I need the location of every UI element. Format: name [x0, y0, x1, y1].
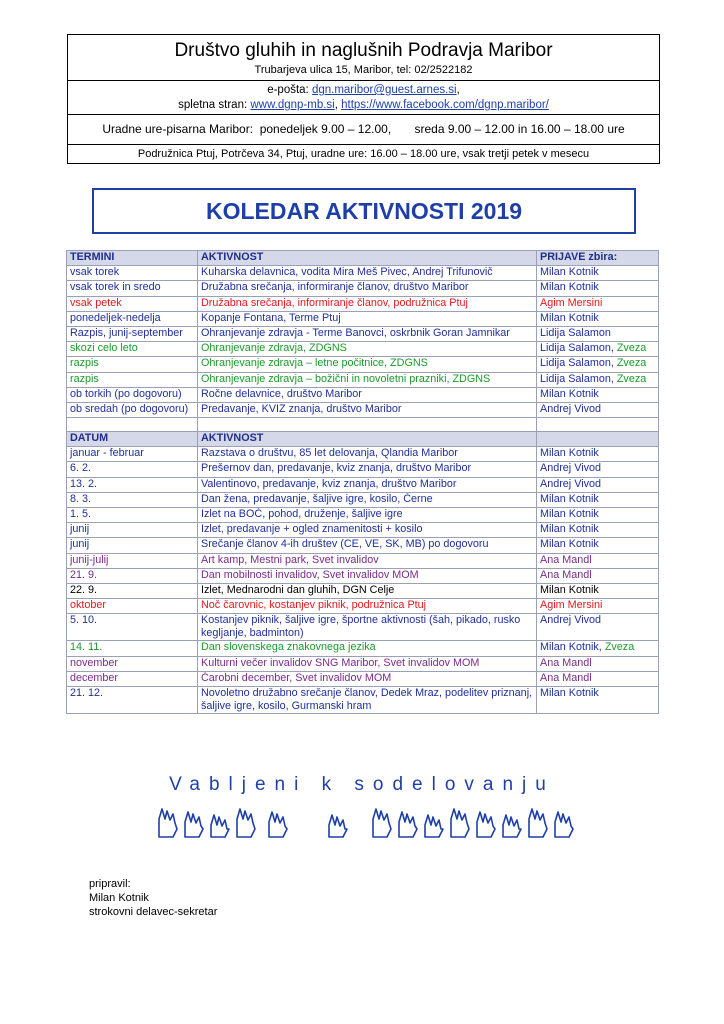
web-line [68, 98, 659, 113]
web-label: spletna stran: [178, 99, 251, 111]
cell-contact [537, 538, 659, 553]
header-cell-term [67, 432, 198, 447]
cell-term [67, 311, 198, 326]
cell-term-text: Razpis, junij-september [70, 326, 183, 339]
cell-activity [198, 492, 537, 507]
cell-activity-text: Predavanje, KVIZ znanja, društvo Maribor [201, 402, 402, 415]
cell-date [67, 477, 198, 492]
cell-activity-text: Dan slovenskega znakovnega jezika [201, 641, 376, 654]
cell-term-text: razpis [70, 372, 99, 385]
cell-activity [198, 671, 537, 686]
facebook-link[interactable]: https://www.facebook.com/dgnp.maribor/ [341, 99, 549, 111]
cell-activity-text: Dan žena, predavanje, šaljive igre, kosilo, Černe [201, 492, 433, 505]
hand-sign-shape [555, 812, 573, 837]
cell-activity-text: Art kamp, Mestni park, Svet invalidov [201, 553, 379, 566]
table-row [67, 553, 659, 568]
footer [89, 877, 217, 919]
cell-activity-text: Prešernov dan, predavanje, kviz znanja, društvo Maribor [201, 462, 472, 475]
spacer-cell [198, 418, 537, 432]
cell-contact-text: Ana Mandl [540, 568, 592, 581]
hand-sign-shape [373, 809, 391, 837]
cell-term-text: ponedeljek-nedelja [70, 311, 161, 324]
cell-activity-text: Kopanje Fontana, Terme Ptuj [201, 311, 341, 324]
cell-date [67, 447, 198, 462]
cell-activity-text: Dan mobilnosti invalidov, Svet invalidov MOM [201, 568, 419, 581]
email-suffix: , [456, 84, 460, 96]
cell-date-text: 22. 9. [70, 583, 98, 596]
table-header-row [67, 251, 659, 266]
cell-contact [537, 553, 659, 568]
cell-contact-text: Andrej Vivod [540, 462, 602, 475]
cell-contact-text: Milan Kotnik [540, 523, 599, 536]
zveza-label: Zveza [616, 357, 647, 370]
cell-contact-text: Milan Kotnik [540, 447, 599, 460]
cell-activity [198, 326, 537, 341]
header-title-block [68, 35, 659, 80]
cell-date [67, 583, 198, 598]
cell-date [67, 553, 198, 568]
cell-activity [198, 402, 537, 417]
cell-term-text: vsak petek [70, 296, 122, 309]
cell-term-text: vsak torek in sredo [70, 281, 161, 294]
table-row [67, 656, 659, 671]
cell-contact [537, 281, 659, 296]
cell-term-text: ob torkih (po dogovoru) [70, 387, 182, 400]
cell-contact [537, 447, 659, 462]
cell-contact-text: Milan Kotnik [540, 508, 599, 520]
cell-date [67, 641, 198, 656]
cell-date-text: oktober [70, 599, 107, 612]
cell-contact-text: Lidija Salamon [540, 326, 611, 339]
cell-activity [198, 296, 537, 311]
table-row [67, 402, 659, 417]
website-link[interactable]: www.dgnp-mb.si [250, 99, 335, 111]
table-row [67, 462, 659, 477]
cell-date [67, 523, 198, 538]
cell-activity [198, 553, 537, 568]
table-row [67, 447, 659, 462]
cell-activity [198, 387, 537, 402]
cell-contact [537, 656, 659, 671]
header-cell-activity-text: AKTIVNOST [201, 432, 264, 445]
cell-activity [198, 357, 537, 372]
cell-date-text: 21. 9. [70, 568, 98, 581]
cell-term [67, 281, 198, 296]
table-row [67, 281, 659, 296]
cell-date-text: november [70, 656, 119, 669]
table-row [67, 641, 659, 656]
table-row [67, 523, 659, 538]
cell-date [67, 538, 198, 553]
table-row [67, 614, 659, 641]
cell-date-text: 8. 3. [70, 492, 92, 505]
cell-date-text: junij [70, 523, 90, 536]
cell-contact-text: Andrej Vivod [540, 402, 602, 415]
header-cell-term-text: TERMINI [70, 251, 115, 263]
cell-contact [537, 462, 659, 477]
cell-activity-text: Kostanjev piknik, šaljive igre, športne aktivnosti (šah, pikado, rusko kegljanje, badminton) [201, 614, 521, 640]
header-cell-activity [198, 251, 537, 266]
hand-sign-shape [399, 812, 417, 837]
slogan: Vabljeni k sodelovanju [169, 774, 555, 795]
cell-activity-text: Družabna srečanja, informiranje članov, podružnica Ptuj [201, 296, 468, 309]
cell-date [67, 568, 198, 583]
cell-term [67, 342, 198, 357]
cell-contact [537, 641, 659, 656]
cell-contact [537, 568, 659, 583]
cell-contact [537, 357, 659, 372]
cell-contact-text: Milan Kotnik [540, 266, 599, 279]
cell-date [67, 686, 198, 713]
table-row [67, 326, 659, 341]
web-separator: , [334, 99, 342, 111]
cell-activity-text: Izlet, Mednarodni dan gluhih, DGN Celje [201, 583, 395, 596]
cell-activity-text: Čarobni december, Svet invalidov MOM [201, 671, 392, 684]
hand-sign-shape [211, 815, 229, 837]
cell-contact [537, 599, 659, 614]
cell-contact [537, 372, 659, 387]
contact-block [68, 80, 659, 114]
cell-contact [537, 296, 659, 311]
cell-activity [198, 641, 537, 656]
cell-activity [198, 656, 537, 671]
hand-sign-shape [529, 809, 547, 837]
prepared-by-label: pripravil: [89, 878, 131, 890]
cell-contact-text: Milan Kotnik [540, 686, 599, 699]
cell-activity-text: Izlet na BOČ, pohod, druženje, šaljive igre [201, 508, 403, 520]
cell-activity [198, 599, 537, 614]
cell-term [67, 402, 198, 417]
sign-language-hands-icon [155, 803, 575, 843]
cell-activity [198, 281, 537, 296]
cell-date-text: 6. 2. [70, 462, 92, 475]
activities-table-body [67, 251, 659, 714]
cell-activity-text: Valentinovo, predavanje, kviz znanja, društvo Maribor [201, 477, 457, 490]
cell-activity [198, 523, 537, 538]
cell-activity-text: Srečanje članov 4-ih društev (CE, VE, SK, MB) po dogovoru [201, 538, 489, 551]
cell-date [67, 599, 198, 614]
cell-activity [198, 477, 537, 492]
cell-activity [198, 583, 537, 598]
cell-term [67, 357, 198, 372]
cell-contact-text: Milan Kotnik [540, 311, 599, 324]
hand-sign-shape [477, 812, 495, 837]
cell-activity-text: Družabna srečanja, informiranje članov, društvo Maribor [201, 281, 469, 294]
cell-activity-text: Kuharska delavnica, vodita Mira Meš Pivec, Andrej Trifunovič [201, 266, 493, 279]
cell-activity-text: Noč čarovnic, kostanjev piknik, podružnica Ptuj [201, 599, 427, 612]
cell-date-text: 14. 11. [70, 641, 103, 654]
cell-contact [537, 342, 659, 357]
cell-contact-text: Milan Kotnik, [540, 641, 605, 654]
cell-activity-text: Ohranjevanje zdravja – letne počitnice, ZDGNS [201, 357, 428, 370]
table-row [67, 387, 659, 402]
hand-sign-shape [503, 815, 521, 837]
cell-contact-text: Milan Kotnik [540, 387, 599, 400]
cell-contact-text: Ana Mandl [540, 671, 592, 684]
calendar-title-box [92, 188, 636, 234]
cell-contact [537, 492, 659, 507]
cell-date [67, 462, 198, 477]
cell-term [67, 387, 198, 402]
header-cell-contact [537, 251, 659, 266]
branch-info: Podružnica Ptuj, Potrčeva 34, Ptuj, uradne ure: 16.00 – 18.00 ure, vsak tretji petek v mesecu [68, 144, 659, 163]
cell-activity [198, 266, 537, 281]
cell-activity [198, 686, 537, 713]
cell-date-text: 1. 5. [70, 508, 92, 520]
cell-activity [198, 447, 537, 462]
table-row [67, 538, 659, 553]
cell-contact-text: Ana Mandl [540, 553, 592, 566]
table-row [67, 686, 659, 713]
header-cell-contact [537, 432, 659, 447]
cell-contact-text: Andrej Vivod [540, 477, 602, 490]
hand-sign-shape [185, 812, 203, 837]
cell-activity-text: Ročne delavnice, društvo Maribor [201, 387, 362, 400]
activities-table [66, 250, 659, 714]
cell-activity [198, 568, 537, 583]
header-cell-term-text: DATUM [70, 432, 109, 445]
cell-activity [198, 462, 537, 477]
cell-contact [537, 266, 659, 281]
hand-sign-shape [451, 809, 469, 837]
cell-term [67, 296, 198, 311]
cell-contact [537, 671, 659, 686]
cell-date [67, 492, 198, 507]
cell-contact-text: Milan Kotnik [540, 538, 599, 551]
cell-contact-text: Lidija Salamon, [540, 357, 617, 370]
cell-contact-text: Milan Kotnik [540, 281, 599, 294]
table-row [67, 599, 659, 614]
table-row [67, 583, 659, 598]
cell-activity [198, 538, 537, 553]
cell-date-text: januar - februar [70, 447, 144, 460]
cell-contact [537, 686, 659, 713]
header-cell-activity-text: AKTIVNOST [201, 251, 264, 263]
organization-header [67, 34, 660, 164]
calendar-title: KOLEDAR AKTIVNOSTI 2019 [205, 198, 523, 224]
cell-date-text: junij [70, 538, 90, 551]
table-row [67, 372, 659, 387]
spacer-cell [537, 418, 659, 432]
email-link[interactable]: dgn.maribor@guest.arnes.si [311, 84, 457, 96]
cell-date [67, 671, 198, 686]
table-spacer-row [67, 418, 659, 432]
table-row [67, 568, 659, 583]
cell-term [67, 266, 198, 281]
cell-contact [537, 583, 659, 598]
cell-activity-text: Novoletno družabno srečanje članov, Dedek Mraz, podelitev priznanj, šaljive igre, kosilo, Gurmanski hram [201, 686, 533, 712]
hand-sign-shape [329, 815, 347, 837]
cell-contact-text: Agim Mersini [540, 599, 603, 612]
table-header-row [67, 432, 659, 447]
table-row [67, 357, 659, 372]
header-cell-contact-text: PRIJAVE zbira: [540, 251, 618, 263]
cell-contact-text: Andrej Vivod [540, 614, 602, 627]
table-row [67, 477, 659, 492]
table-row [67, 296, 659, 311]
cell-term [67, 326, 198, 341]
hand-sign-shape [159, 809, 177, 837]
cell-contact-text: Milan Kotnik [540, 492, 599, 505]
cell-date [67, 614, 198, 641]
table-row [67, 342, 659, 357]
author-role: strokovni delavec-sekretar [89, 906, 218, 918]
spacer-cell [67, 418, 198, 432]
cell-activity-text: Kulturni večer invalidov SNG Maribor, Svet invalidov MOM [201, 656, 480, 669]
cell-contact-text: Lidija Salamon, [540, 372, 617, 385]
cell-contact [537, 477, 659, 492]
cell-term-text: vsak torek [70, 266, 120, 279]
cell-contact-text: Milan Kotnik [540, 583, 599, 596]
cell-activity-text: Ohranjevanje zdravja – božični in novoletni prazniki, ZDGNS [201, 372, 491, 385]
cell-date-text: 13. 2. [70, 477, 98, 490]
office-hours: Uradne ure-pisarna Maribor: ponedeljek 9.00 – 12.00, sreda 9.00 – 12.00 in 16.00 – 18.00 ure [68, 114, 659, 144]
table-row [67, 508, 659, 523]
cell-term-text: ob sredah (po dogovoru) [70, 402, 189, 415]
cell-date-text: 5. 10. [70, 614, 98, 627]
cell-activity-text: Ohranjevanje zdravja - Terme Banovci, oskrbnik Goran Jamnikar [201, 326, 510, 339]
cell-activity-text: Izlet, predavanje + ogled znamenitosti + kosilo [201, 523, 423, 536]
cell-date [67, 508, 198, 523]
table-row [67, 311, 659, 326]
zveza-label: Zveza [616, 342, 647, 355]
cell-activity [198, 311, 537, 326]
cell-activity [198, 508, 537, 523]
cell-contact [537, 402, 659, 417]
cell-contact [537, 523, 659, 538]
cell-contact-text: Ana Mandl [540, 656, 592, 669]
cell-date-text: junij-julij [70, 553, 109, 566]
cell-activity [198, 342, 537, 357]
hand-sign-shape [425, 815, 443, 837]
org-name: Društvo gluhih in naglušnih Podravja Maribor [174, 40, 553, 61]
cell-term [67, 372, 198, 387]
cell-activity [198, 614, 537, 641]
cell-contact [537, 311, 659, 326]
hand-sign-shape [269, 812, 287, 837]
cell-contact [537, 326, 659, 341]
zveza-label: Zveza [604, 641, 635, 654]
table-row [67, 671, 659, 686]
table-row [67, 492, 659, 507]
email-line [68, 83, 659, 98]
table-row [67, 266, 659, 281]
email-label: e-pošta: [267, 84, 312, 96]
cell-term-text: razpis [70, 357, 99, 370]
cell-contact-text: Lidija Salamon, [540, 342, 617, 355]
zveza-label: Zveza [616, 372, 647, 385]
cell-contact-text: Agim Mersini [540, 296, 603, 309]
cell-contact [537, 508, 659, 523]
cell-contact [537, 614, 659, 641]
cell-activity-text: Razstava o društvu, 85 let delovanja, Qlandia Maribor [201, 447, 458, 460]
org-address: Trubarjeva ulica 15, Maribor, tel: 02/2522182 [254, 64, 473, 76]
cell-term-text: skozi celo leto [70, 342, 138, 355]
cell-date-text: december [70, 671, 119, 684]
cell-activity [198, 372, 537, 387]
author-name: Milan Kotnik [89, 892, 149, 904]
cell-activity-text: Ohranjevanje zdravja, ZDGNS [201, 342, 347, 355]
cell-contact [537, 387, 659, 402]
header-cell-activity [198, 432, 537, 447]
hand-sign-shape [237, 809, 255, 837]
header-cell-term [67, 251, 198, 266]
cell-date [67, 656, 198, 671]
cell-date-text: 21. 12. [70, 686, 104, 699]
